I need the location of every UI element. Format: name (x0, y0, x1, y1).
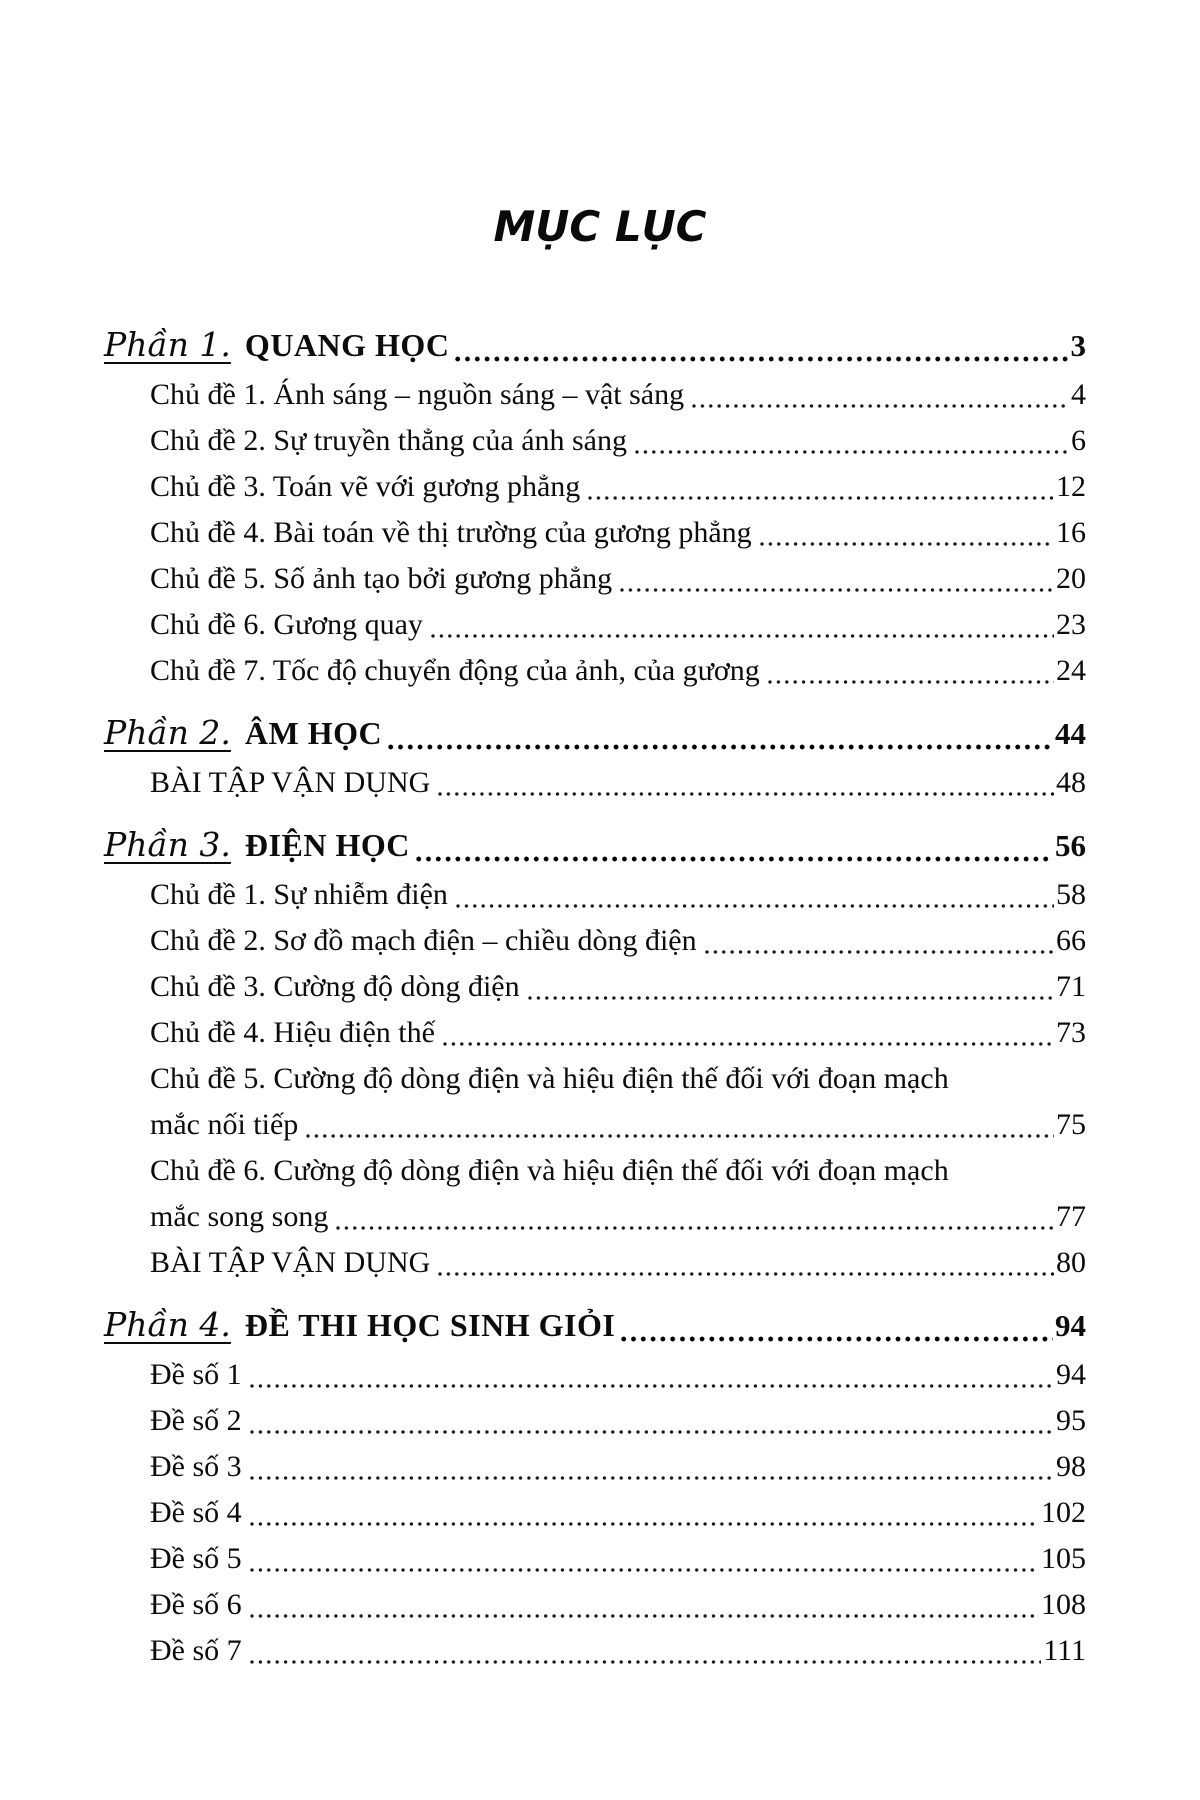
page-number: 75 (1056, 1108, 1086, 1141)
page-number: 24 (1056, 654, 1086, 687)
part-prefix: Phần 2. (104, 713, 231, 752)
part-title: ĐỀ THI HỌC SINH GIỎI (244, 1307, 616, 1343)
item-label-line2: mắc nối tiếp (150, 1108, 299, 1141)
page-number: 94 (1056, 1358, 1086, 1391)
dot-leader (438, 1269, 1054, 1279)
toc-part-row (104, 1298, 1086, 1352)
page-number: 66 (1056, 924, 1086, 957)
dot-leader (431, 631, 1054, 641)
item-label-line1: Chủ đề 5. Cường độ dòng điện và hiệu điện thế đối với đoạn mạch (150, 1062, 949, 1095)
item-label: Đề số 4 (150, 1496, 242, 1529)
toc-item-row (104, 372, 1086, 418)
toc-part-row (104, 318, 1086, 372)
toc-item-row (104, 1056, 1086, 1102)
dot-leader (528, 993, 1054, 1003)
toc-item-row (104, 418, 1086, 464)
page-number: 16 (1056, 516, 1086, 549)
dot-leader (768, 677, 1054, 687)
page-number: 12 (1056, 470, 1086, 503)
toc-item-row (104, 1240, 1086, 1286)
dot-leader (250, 1611, 1039, 1621)
part-prefix: Phần 4. (104, 1305, 231, 1344)
toc-item-row (104, 1582, 1086, 1628)
page-number: 23 (1056, 608, 1086, 641)
page-number: 3 (1070, 328, 1086, 363)
page-number: 56 (1055, 828, 1086, 863)
item-label: Đề số 5 (150, 1542, 242, 1575)
toc-item-continuation-row (104, 1102, 1086, 1148)
toc-item-row (104, 1010, 1086, 1056)
toc-item-row (104, 1536, 1086, 1582)
toc-item-row (104, 918, 1086, 964)
page-number: 77 (1056, 1200, 1086, 1233)
item-label: Chủ đề 1. Ánh sáng – nguồn sáng – vật sáng (150, 378, 685, 411)
page-number: 4 (1071, 378, 1086, 411)
dot-leader (760, 539, 1054, 549)
toc-item-row (104, 1444, 1086, 1490)
page-number: 80 (1056, 1246, 1086, 1279)
dot-leader (250, 1381, 1054, 1391)
item-label-line2: mắc song song (150, 1200, 329, 1233)
dot-leader (250, 1565, 1039, 1575)
item-label: Chủ đề 7. Tốc độ chuyển động của ảnh, của gương (150, 654, 760, 687)
page-number: 94 (1055, 1308, 1086, 1343)
part-title: ÂM HỌC (244, 715, 383, 751)
toc-item-row (104, 872, 1086, 918)
dot-leader (336, 1223, 1054, 1233)
page-title: MỤC LỤC (493, 202, 707, 251)
part-prefix: Phần 1. (104, 325, 231, 364)
dot-leader (416, 854, 1053, 864)
item-label: BÀI TẬP VẬN DỤNG (150, 1246, 431, 1279)
item-label: Đề số 3 (150, 1450, 242, 1483)
dot-leader (306, 1131, 1054, 1141)
dot-leader (692, 401, 1069, 411)
item-label: Đề số 1 (150, 1358, 242, 1391)
item-label: Chủ đề 5. Số ảnh tạo bởi gương phẳng (150, 562, 613, 595)
table-of-contents (104, 306, 1086, 1674)
item-label: Chủ đề 2. Sự truyền thẳng của ánh sáng (150, 424, 627, 457)
dot-leader (620, 585, 1054, 595)
item-label: Chủ đề 4. Bài toán về thị trường của gương phẳng (150, 516, 752, 549)
toc-item-row (104, 964, 1086, 1010)
toc-item-row (104, 464, 1086, 510)
item-label: Đề số 7 (150, 1634, 242, 1667)
page-number: 102 (1041, 1496, 1086, 1529)
page-number: 44 (1055, 716, 1086, 751)
item-label: Chủ đề 1. Sự nhiễm điện (150, 878, 448, 911)
part-title: ĐIỆN HỌC (244, 827, 410, 863)
page-number: 20 (1056, 562, 1086, 595)
item-label: BÀI TẬP VẬN DỤNG (150, 766, 431, 799)
item-label: Chủ đề 6. Gương quay (150, 608, 423, 641)
toc-item-row (104, 1490, 1086, 1536)
page-number: 58 (1056, 878, 1086, 911)
part-title: QUANG HỌC (244, 327, 450, 363)
toc-item-row (104, 1148, 1086, 1194)
item-label: Chủ đề 3. Toán vẽ với gương phẳng (150, 470, 581, 503)
toc-item-continuation-row (104, 1194, 1086, 1240)
page-number: 105 (1041, 1542, 1086, 1575)
toc-part-row (104, 818, 1086, 872)
dot-leader (250, 1519, 1039, 1529)
dot-leader (250, 1427, 1054, 1437)
dot-leader (250, 1473, 1054, 1483)
dot-leader (705, 947, 1054, 957)
item-label: Đề số 2 (150, 1404, 242, 1437)
page-number: 108 (1041, 1588, 1086, 1621)
page-number: 71 (1056, 970, 1086, 1003)
toc-item-row (104, 648, 1086, 694)
page-number: 98 (1056, 1450, 1086, 1483)
page-number: 48 (1056, 766, 1086, 799)
page-number: 6 (1071, 424, 1086, 457)
dot-leader (621, 1334, 1053, 1344)
toc-item-row (104, 556, 1086, 602)
toc-item-row (104, 1628, 1086, 1674)
dot-leader (250, 1657, 1042, 1667)
toc-item-row (104, 1352, 1086, 1398)
dot-leader (438, 789, 1054, 799)
dot-leader (388, 742, 1053, 752)
toc-item-row (104, 602, 1086, 648)
dot-leader (635, 447, 1069, 457)
item-label: Chủ đề 4. Hiệu điện thế (150, 1016, 435, 1049)
dot-leader (588, 493, 1054, 503)
toc-part-row (104, 706, 1086, 760)
page-number: 73 (1056, 1016, 1086, 1049)
item-label: Chủ đề 3. Cường độ dòng điện (150, 970, 520, 1003)
toc-item-row (104, 510, 1086, 556)
toc-item-row (104, 760, 1086, 806)
dot-leader (443, 1039, 1054, 1049)
item-label: Chủ đề 2. Sơ đồ mạch điện – chiều dòng điện (150, 924, 697, 957)
part-prefix: Phần 3. (104, 825, 231, 864)
toc-item-row (104, 1398, 1086, 1444)
dot-leader (456, 901, 1054, 911)
page-number: 95 (1056, 1404, 1086, 1437)
item-label: Đề số 6 (150, 1588, 242, 1621)
page-number: 111 (1043, 1634, 1086, 1667)
item-label-line1: Chủ đề 6. Cường độ dòng điện và hiệu điện thế đối với đoạn mạch (150, 1154, 949, 1187)
dot-leader (455, 354, 1068, 364)
